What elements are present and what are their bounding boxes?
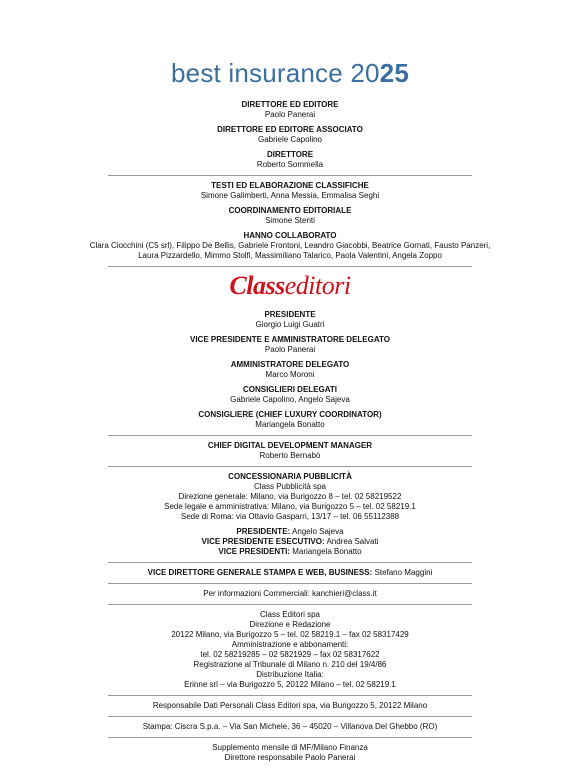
divider: [108, 716, 472, 717]
board-delegates: [108, 385, 472, 405]
supplement-line-2: Direttore responsabile Paolo Panerai: [224, 753, 356, 762]
title-year-a: 20: [350, 58, 380, 88]
company-info: [108, 610, 472, 690]
line: Distribuzione Italia:: [256, 670, 324, 679]
line: Erinne srl – via Burigozzo 5, 20122 Milano – tel. 02 58219.1: [184, 680, 396, 689]
masthead-director-editor: [108, 100, 472, 120]
heading: HANNO COLLABORATO: [243, 231, 337, 240]
heading: CHIEF DIGITAL DEVELOPMENT MANAGER: [207, 441, 373, 450]
role-name: Stefano Maggini: [372, 568, 433, 577]
board-vice-president: [108, 335, 472, 355]
line: Direzione e Redazione: [249, 620, 331, 629]
divider: [108, 466, 472, 467]
names: Roberto Sommella: [256, 160, 324, 169]
names: Giorgio Luigi Guatri: [255, 320, 325, 329]
divider: [108, 583, 472, 584]
contributors: [62, 231, 518, 261]
contributors-line-2: Laura Pizzardello, Mimmo Stolfi, Massimiliano Talarico, Paola Valentini, Angela Zoppo: [138, 251, 442, 260]
heading: DIRETTORE ED EDITORE: [241, 100, 339, 109]
line: Sede di Roma: via Ottavio Gasparri, 13/17 – tel. 06 55112388: [180, 512, 400, 521]
names: Simone Stenti: [265, 216, 315, 225]
role-label: VICE PRESIDENTI:: [218, 547, 290, 556]
line: tel. 02 58219285 – 02 5821929 – fax 02 58317622: [200, 650, 380, 659]
line: Direzione generale: Milano, via Burigozzo 8 – tel. 02 58219522: [178, 492, 402, 501]
supplement-info: [108, 743, 472, 763]
commercial-line: Per informazioni Commerciali: kanchieri@class.it: [203, 589, 377, 598]
role-name: Angelo Sajeva: [290, 527, 344, 536]
board-president: [108, 310, 472, 330]
divider: [108, 604, 472, 605]
masthead-associate-director: [108, 125, 472, 145]
heading: COORDINAMENTO EDITORIALE: [228, 206, 352, 215]
heading: DIRETTORE: [266, 150, 314, 159]
names: Paolo Panerai: [264, 110, 316, 119]
names: Gabriele Capolino: [257, 135, 323, 144]
divider: [108, 737, 472, 738]
role-label: PRESIDENTE:: [236, 527, 291, 536]
role-name: Andrea Salvati: [324, 537, 379, 546]
heading: VICE PRESIDENTE E AMMINISTRATORE DELEGATO: [189, 335, 391, 344]
names: Gabriele Capolino, Angelo Sajeva: [230, 395, 350, 404]
privacy-line: Responsabile Dati Personali Class Editori spa, via Burigozzo 5, 20122 Milano: [152, 701, 428, 710]
logo-part-2: editori: [284, 271, 351, 300]
role-label: VICE DIRETTORE GENERALE STAMPA E WEB, BUSINESS:: [147, 568, 373, 577]
names: Paolo Panerai: [264, 345, 316, 354]
line: 20122 Milano, via Burigozzo 5 – tel. 02 58219.1 – fax 02 58317429: [171, 630, 409, 639]
commercial-info: [108, 589, 472, 599]
heading: CONSIGLIERI DELEGATI: [242, 385, 338, 394]
vice-director-general: [108, 568, 472, 578]
names: Roberto Bernabò: [259, 451, 321, 460]
class-editori-logo: [108, 272, 472, 300]
role-line: [108, 537, 472, 547]
role-name: Mariangela Bonatto: [289, 547, 362, 556]
supplement-line-1: Supplemento mensile di MF/Milano Finanza: [212, 743, 368, 752]
print-info: [108, 722, 472, 732]
names: Mariangela Bonatto: [255, 420, 325, 429]
title-year-b: 25: [379, 58, 409, 88]
role-line: [108, 527, 472, 537]
concessionaria-roles: [108, 527, 472, 557]
privacy-info: [108, 701, 472, 711]
heading: AMMINISTRATORE DELEGATO: [230, 360, 350, 369]
contributors-line-1: Clara Ciocchini (C5 srl), Filippo De Bellis, Gabriele Frontoni, Leandro Giacobbi, Beatrice Gornati, Fausto Panzeri,: [89, 241, 491, 250]
heading: CONSIGLIERE (CHIEF LUXURY COORDINATOR): [198, 410, 382, 419]
title-text: best insurance: [171, 58, 351, 88]
divider: [108, 175, 472, 176]
heading: TESTI ED ELABORAZIONE CLASSIFICHE: [211, 181, 369, 190]
names: Simone Galimberti, Anna Messia, Emmalisa Seghi: [200, 191, 380, 200]
line: Class Pubblicità spa: [253, 482, 327, 491]
role-line: [108, 547, 472, 557]
divider: [108, 435, 472, 436]
chief-digital: [108, 441, 472, 461]
board-ceo: [108, 360, 472, 380]
names: Marco Moroni: [265, 370, 315, 379]
divider: [108, 562, 472, 563]
publication-title: [0, 58, 580, 89]
board-luxury: [108, 410, 472, 430]
logo-wordmark: [229, 272, 350, 300]
role-label: VICE PRESIDENTE ESECUTIVO:: [201, 537, 325, 546]
concessionaria: [108, 472, 472, 522]
line: Sede legale e amministrativa: Milano, via Burigozzo 5 – tel. 02 58219.1: [164, 502, 416, 511]
divider: [108, 266, 472, 267]
editorial-texts: [108, 181, 472, 201]
heading: PRESIDENTE: [264, 310, 316, 319]
masthead-director: [108, 150, 472, 170]
line: Registrazione al Tribunale di Milano n. 210 del 19/4/86: [193, 660, 387, 669]
print-line: Stampa: Ciscra S.p.a. – Via San Michele, 36 – 45020 – Villanova Del Ghebbo (RO): [142, 722, 438, 731]
divider: [108, 695, 472, 696]
heading: CONCESSIONARIA PUBBLICITÀ: [228, 472, 352, 481]
colophon-column: [89, 100, 491, 768]
line: Amministrazione e abbonamenti:: [231, 640, 349, 649]
heading: DIRETTORE ED EDITORE ASSOCIATO: [217, 125, 363, 134]
line: Class Editori spa: [259, 610, 321, 619]
editorial-coordination: [108, 206, 472, 226]
logo-part-1: Class: [229, 271, 285, 300]
